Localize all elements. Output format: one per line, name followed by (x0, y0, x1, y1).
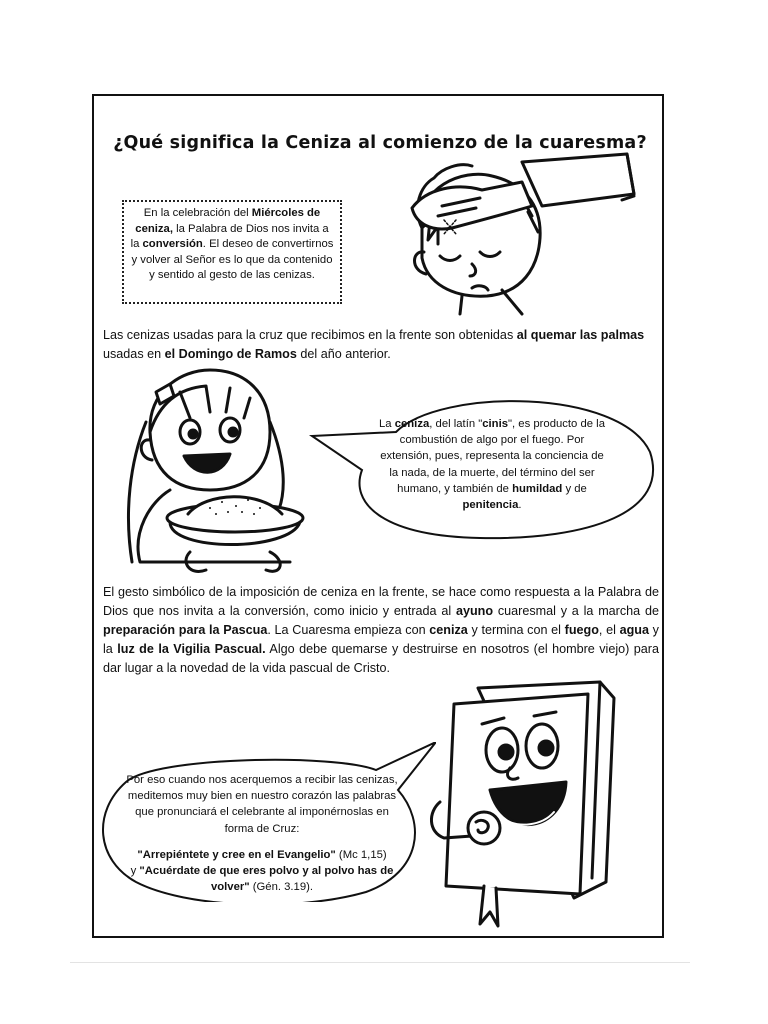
quote-reference: (Gén. 3.19). (249, 881, 314, 894)
bubble-emphasis: ceniza (394, 418, 430, 430)
paragraph-text: . La Cuaresma empieza con (267, 623, 430, 637)
boy-receiving-ashes-illustration (372, 148, 642, 318)
paragraph-text: y la (103, 623, 659, 656)
paragraph-emphasis: agua (619, 623, 649, 637)
smiling-bible-illustration (424, 672, 624, 932)
bubble-emphasis: penitencia (462, 499, 519, 512)
paragraph-text: y termina con el (467, 623, 565, 637)
prayer-bubble (120, 772, 404, 895)
paragraph-emphasis: luz de la Vigilia Pascual. (117, 642, 266, 656)
bubble-text: . (518, 499, 522, 512)
prayer-quotes (120, 847, 404, 896)
page-divider (70, 962, 690, 963)
intro-text: En la celebración del (143, 207, 252, 219)
quote-reference: (Mc 1,15) (335, 848, 387, 861)
gesture-paragraph (103, 583, 659, 678)
paragraph-text: del año anterior. (296, 347, 391, 361)
intro-emphasis: Miércoles de ceniza, (135, 207, 321, 235)
paragraph-emphasis: ayuno (455, 604, 494, 618)
quote-conjunction: y (130, 865, 140, 878)
girl-with-bowl-illustration (110, 362, 320, 582)
bubble-text: La (379, 418, 395, 430)
intro-text: la Palabra de Dios nos invita a la (130, 222, 329, 250)
paragraph-emphasis: ceniza (429, 623, 468, 637)
intro-text: . El deseo de convertirnos y volver al Señor es lo que da contenido y sentido al gesto de las cenizas. (131, 238, 334, 281)
ash-meaning-bubble (378, 416, 606, 513)
bubble-text: ", es producto de la combustión de algo por el fuego. Por extensión, pues, representa la conciencia de la nada, de la muerte, del término del ser humano, y también de (380, 418, 605, 495)
bubble-text: , del latín " (429, 418, 483, 430)
paragraph-text: cuaresmal y a la marcha de (493, 604, 659, 618)
ashes-origin-paragraph (103, 326, 663, 364)
paragraph-text: , el (598, 623, 620, 637)
paragraph-text: Algo debe quemarse y destruirse en nosotros (el hombre viejo) para dar lugar a la novedad de la vida pascual de Cristo. (103, 642, 659, 675)
intro-emphasis: conversión (142, 238, 203, 250)
bubble-emphasis: cinis (482, 418, 509, 430)
intro-box (122, 200, 342, 304)
page-title: ¿Qué significa la Ceniza al comienzo de la cuaresma? (113, 133, 647, 153)
quote-repent: "Arrepiéntete y cree en el Evangelio" (137, 848, 336, 861)
quote-dust: "Acuérdate de que eres polvo y al polvo has de volver" (139, 865, 394, 894)
paragraph-text: Las cenizas usadas para la cruz que recibimos en la frente son obtenidas (103, 328, 517, 342)
paragraph-emphasis: fuego (564, 623, 599, 637)
paragraph-text: usadas en (103, 347, 165, 361)
paragraph-text: El gesto simbólico de la imposición de ceniza en la frente, se hace como respuesta a la Palabra de Dios que nos invita a la conversión, como inicio y entrada al (103, 585, 659, 618)
paragraph-emphasis: el Domingo de Ramos (164, 347, 297, 361)
paragraph-emphasis: al quemar las palmas (516, 328, 645, 342)
bubble-text: y de (562, 482, 587, 495)
prayer-intro: Por eso cuando nos acerquemos a recibir las cenizas, meditemos muy bien en nuestro corazón las palabras que pronunciará el celebrante al imponérnoslas en forma de Cruz: (126, 774, 398, 835)
paragraph-emphasis: preparación para la Pascua (103, 623, 268, 637)
bubble-emphasis: humildad (512, 482, 563, 495)
